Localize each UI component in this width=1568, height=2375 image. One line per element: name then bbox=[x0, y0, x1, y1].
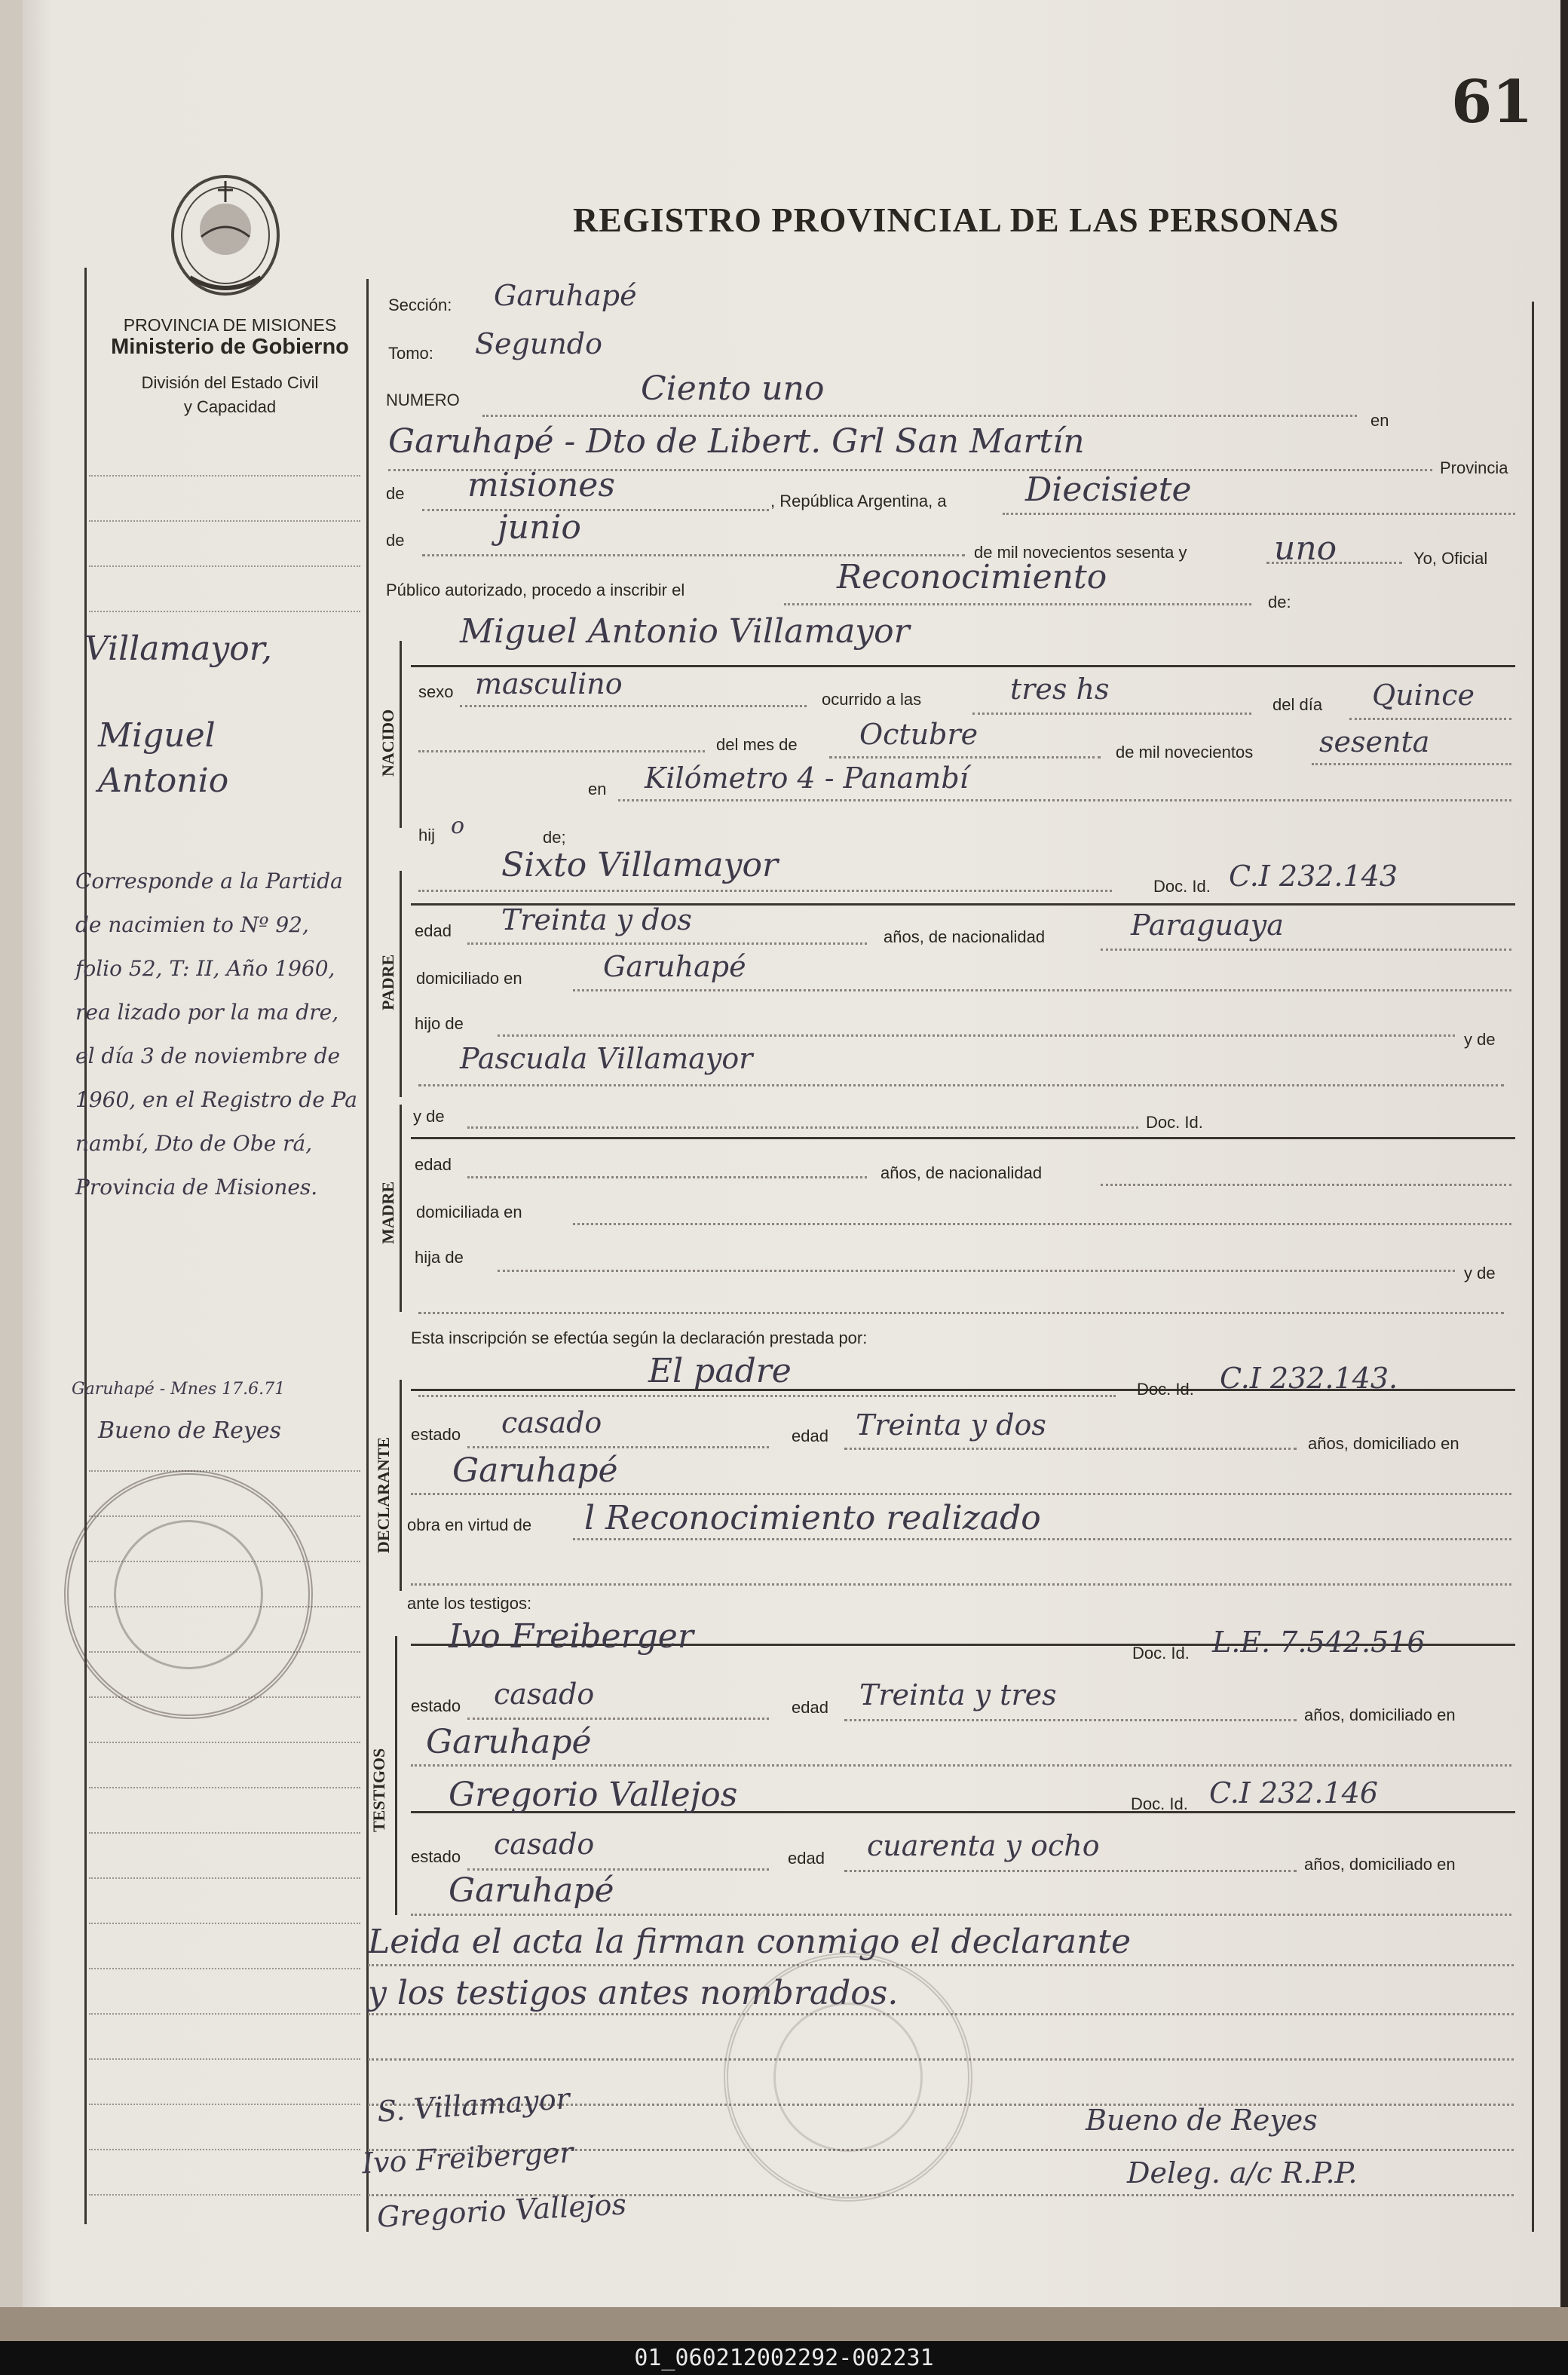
signature-oficial: Bueno de Reyes bbox=[1086, 2104, 1318, 2137]
testigo1-doc-value: L.E. 7.542.516 bbox=[1212, 1626, 1426, 1659]
testigo1-edad-line bbox=[844, 1719, 1297, 1721]
hora-line bbox=[972, 712, 1251, 715]
padre-dom-line bbox=[573, 989, 1511, 991]
de-semicolon-label: de; bbox=[543, 828, 566, 847]
padre-doc-label: Doc. Id. bbox=[1153, 877, 1211, 896]
document-title: REGISTRO PROVINCIAL DE LAS PERSONAS bbox=[573, 201, 1340, 239]
madre-nac-line bbox=[1101, 1184, 1511, 1186]
margin-rule bbox=[89, 1742, 360, 1743]
obra-label: obra en virtud de bbox=[407, 1515, 532, 1534]
testigo1-doc-label: Doc. Id. bbox=[1132, 1644, 1190, 1662]
yo-oficial-label: Yo, Oficial bbox=[1413, 549, 1488, 568]
declarante-value: El padre bbox=[648, 1352, 792, 1390]
dia-line bbox=[1003, 513, 1515, 515]
testigo2-doc-label: Doc. Id. bbox=[1131, 1794, 1188, 1813]
testigo1-estado-line bbox=[467, 1718, 769, 1720]
signature-2: Ivo Freiberger bbox=[361, 2135, 574, 2180]
provincial-crest-icon bbox=[167, 172, 283, 299]
padre-nac-label: años, de nacionalidad bbox=[884, 927, 1046, 946]
org-division bbox=[75, 371, 384, 419]
provincia-value: misiones bbox=[467, 466, 615, 504]
margin-rule bbox=[89, 565, 360, 567]
anio-value: uno bbox=[1274, 529, 1337, 568]
padre-nac-line bbox=[1101, 948, 1511, 951]
nombre-value: Miguel Antonio Villamayor bbox=[460, 612, 910, 651]
margin-nombre-1: Miguel bbox=[98, 716, 216, 755]
margin-nota: Corresponde a la Partida de nacimien to Nº 92, folio 52, T: II, Año 1960, rea lizado por la ma dre, el día 3 de noviembre de 1960, en el Registro de Pa nambí, Dto de Obe rá, Provincia de Misiones. bbox=[75, 869, 357, 1200]
hij-suffix: o bbox=[451, 813, 465, 839]
provincia-line bbox=[422, 509, 769, 511]
org-division-line2: y Capacidad bbox=[183, 397, 277, 416]
margin-rule bbox=[89, 2194, 360, 2196]
tomo-label: Tomo: bbox=[388, 344, 433, 363]
padre-dom-value: Garuhapé bbox=[603, 950, 746, 983]
madre-doc-label: Doc. Id. bbox=[1146, 1113, 1203, 1132]
margin-rule bbox=[89, 1923, 360, 1924]
declarante-dom-value: Garuhapé bbox=[452, 1451, 618, 1490]
testigo2-doc-value: C.I 232.146 bbox=[1209, 1776, 1379, 1810]
hij-label: hij bbox=[418, 826, 436, 844]
madre-dom-label: domiciliada en bbox=[416, 1203, 522, 1221]
declarante-line bbox=[418, 1395, 1116, 1397]
testigo1-edad-value: Treinta y tres bbox=[859, 1678, 1057, 1712]
cierre-linea-2: y los testigos antes nombrados. bbox=[368, 1974, 899, 2012]
section-testigos: TESTIGOS bbox=[369, 1748, 388, 1832]
margin-rule bbox=[89, 1787, 360, 1788]
padre-edad-value: Treinta y dos bbox=[501, 903, 692, 936]
madre-nac-label: años, de nacionalidad bbox=[880, 1163, 1043, 1182]
org-division-line1: División del Estado Civil bbox=[141, 373, 319, 392]
hijo-de-line bbox=[498, 1034, 1455, 1037]
margin-apellido: Villamayor, bbox=[84, 630, 272, 668]
left-margin-rule bbox=[84, 268, 87, 2224]
declarante-estado-value: casado bbox=[501, 1406, 602, 1439]
ocurrido-label: ocurrido a las bbox=[822, 690, 922, 709]
mes-line bbox=[422, 554, 965, 556]
margin-rule bbox=[89, 2104, 360, 2105]
declarante-dom-line bbox=[411, 1493, 1511, 1495]
madre-edad-line bbox=[467, 1176, 867, 1178]
margin-rule bbox=[89, 520, 360, 522]
madre-top-rule bbox=[411, 1137, 1515, 1139]
acto-value: Reconocimiento bbox=[837, 558, 1107, 596]
declarante-edad-value: Treinta y dos bbox=[856, 1408, 1046, 1442]
signature-1: S. Villamayor bbox=[375, 2082, 571, 2128]
declarante-edad-label: edad bbox=[792, 1427, 828, 1445]
numero-value: Ciento uno bbox=[641, 369, 825, 408]
mes-value: junio bbox=[498, 508, 581, 547]
declarante-estado-line bbox=[467, 1446, 769, 1448]
org-province: PROVINCIA DE MISIONES bbox=[123, 315, 337, 335]
testigo2-edad-value: cuarenta y ocho bbox=[867, 1829, 1100, 1862]
acto-line bbox=[784, 603, 1251, 605]
page-number: 61 bbox=[1451, 68, 1533, 136]
lugar-nac-value: Kilómetro 4 - Panambí bbox=[645, 762, 969, 795]
dia-value: Diecisiete bbox=[1025, 470, 1192, 509]
dia-nac-line bbox=[1349, 718, 1511, 720]
margin-rule bbox=[89, 2149, 360, 2150]
anio-nac-line bbox=[1312, 763, 1511, 765]
padre-doc-value: C.I 232.143 bbox=[1229, 860, 1398, 893]
testigo1-edad-label: edad bbox=[792, 1698, 828, 1717]
madre-dom-line bbox=[573, 1223, 1511, 1225]
declarante-estado-label: estado bbox=[411, 1425, 461, 1444]
provincia-label: Provincia bbox=[1440, 458, 1508, 477]
padre-madre-value: Pascuala Villamayor bbox=[460, 1042, 753, 1075]
padre-dom-label: domiciliado en bbox=[416, 969, 522, 988]
de-mil-nov-label: de mil novecientos bbox=[1116, 743, 1254, 762]
margin-rule bbox=[89, 1877, 360, 1879]
madre-nombre-line bbox=[467, 1126, 1138, 1129]
declarante-rule bbox=[400, 1380, 402, 1591]
testigo2-edad-line bbox=[844, 1870, 1297, 1872]
mes-nac-lead-line bbox=[418, 750, 705, 752]
cierre-linea-1: Leida el acta la firman conmigo el declarante bbox=[368, 1923, 1132, 1961]
obra-line bbox=[573, 1538, 1511, 1540]
en-label: en bbox=[1370, 411, 1389, 430]
footer-id: 01_060212002292-002231 bbox=[634, 2345, 934, 2371]
sexo-value: masculino bbox=[475, 667, 623, 700]
madre-edad-label: edad bbox=[415, 1155, 452, 1174]
margin-rule bbox=[89, 1832, 360, 1834]
margin-rule bbox=[89, 2058, 360, 2060]
publico-label: Público autorizado, procedo a inscribir el bbox=[386, 581, 685, 599]
testigo1-estado-label: estado bbox=[411, 1696, 461, 1715]
margin-rule bbox=[89, 611, 360, 612]
testigo2-dom-label: años, domiciliado en bbox=[1304, 1855, 1456, 1874]
scan-bottom-strip bbox=[0, 2307, 1568, 2341]
seccion-label: Sección: bbox=[388, 296, 452, 314]
margin-firma: Bueno de Reyes bbox=[98, 1417, 281, 1444]
seccion-value: Garuhapé bbox=[494, 279, 637, 312]
lugar-value: Garuhapé - Dto de Libert. Grl San Martín bbox=[388, 422, 1085, 461]
de-label-2: de bbox=[386, 531, 405, 550]
testigo2-value: Gregorio Vallejos bbox=[449, 1776, 738, 1814]
nacido-rule bbox=[400, 641, 402, 828]
del-mes-label: del mes de bbox=[716, 735, 798, 754]
org-ministry: Ministerio de Gobierno bbox=[111, 335, 349, 359]
sexo-line bbox=[460, 705, 807, 707]
margin-fecha: Garuhapé - Mnes 17.6.71 bbox=[72, 1380, 286, 1399]
dia-nac-value: Quince bbox=[1372, 679, 1475, 712]
testigo2-estado-value: casado bbox=[494, 1828, 595, 1861]
madre-extra-line bbox=[418, 1312, 1504, 1314]
margin-rule bbox=[89, 475, 360, 477]
declarante-doc-label: Doc. Id. bbox=[1137, 1380, 1194, 1399]
closing-line bbox=[368, 1964, 1514, 1966]
padre-edad-label: edad bbox=[415, 921, 452, 940]
signature-3: Gregorio Vallejos bbox=[376, 2187, 627, 2234]
testigo2-edad-label: edad bbox=[788, 1849, 825, 1868]
declarante-doc-value: C.I 232.143. bbox=[1220, 1362, 1398, 1395]
anio-nac-value: sesenta bbox=[1319, 725, 1430, 758]
anio-line bbox=[1266, 562, 1402, 564]
testigos-label: ante los testigos: bbox=[407, 1594, 532, 1613]
republica-label: , República Argentina, a bbox=[770, 492, 947, 510]
testigo1-estado-value: casado bbox=[494, 1678, 595, 1711]
declarante-dom-label: años, domiciliado en bbox=[1308, 1434, 1459, 1453]
inscripcion-label: Esta inscripción se efectúa según la declaración prestada por: bbox=[411, 1328, 868, 1347]
sexo-label: sexo bbox=[418, 682, 454, 701]
testigo2-dom-value: Garuhapé bbox=[449, 1871, 614, 1910]
madre-rule bbox=[400, 1105, 402, 1312]
madre-y-de-label-2: y de bbox=[1464, 1264, 1496, 1282]
testigo2-estado-label: estado bbox=[411, 1847, 461, 1866]
margin-nombre-2: Antonio bbox=[98, 762, 229, 800]
signature-oficial-cargo: Deleg. a/c R.P.P. bbox=[1127, 2156, 1358, 2190]
testigo1-dom-label: años, domiciliado en bbox=[1304, 1705, 1456, 1724]
padre-rule bbox=[400, 871, 402, 1097]
de-label: de bbox=[386, 484, 405, 503]
padre-edad-line bbox=[467, 942, 867, 945]
del-dia-label: del día bbox=[1272, 695, 1323, 714]
right-rule bbox=[1532, 302, 1534, 2232]
numero-label: NUMERO bbox=[386, 391, 460, 409]
declarante-edad-line bbox=[844, 1448, 1297, 1450]
padre-nac-value: Paraguaya bbox=[1131, 909, 1284, 942]
anio-label: de mil novecientos sesenta y bbox=[974, 543, 1187, 562]
hija-de-label: hija de bbox=[415, 1248, 464, 1267]
hijo-de-label: hijo de bbox=[415, 1014, 464, 1033]
section-nacido: NACIDO bbox=[378, 709, 397, 777]
tomo-value: Segundo bbox=[475, 327, 602, 360]
section-declarante: DECLARANTE bbox=[374, 1436, 393, 1553]
mes-nac-line bbox=[829, 756, 1101, 758]
testigo2-dom-line bbox=[411, 1914, 1511, 1916]
testigo1-value: Ivo Freiberger bbox=[449, 1617, 694, 1656]
hija-de-line bbox=[498, 1270, 1455, 1272]
madre-y-de-label: y de bbox=[413, 1107, 445, 1126]
de-colon-label: de: bbox=[1268, 593, 1291, 611]
padre-nombre-value: Sixto Villamayor bbox=[501, 846, 778, 884]
official-stamp-faded-icon bbox=[724, 1953, 972, 2202]
testigos-rule bbox=[395, 1636, 397, 1915]
numero-line bbox=[482, 415, 1357, 417]
obra-value: l Reconocimiento realizado bbox=[584, 1499, 1041, 1537]
hora-value: tres hs bbox=[1010, 673, 1110, 706]
y-de-label: y de bbox=[1464, 1030, 1496, 1049]
testigo1-dom-value: Garuhapé bbox=[426, 1723, 592, 1761]
padre-nombre-line bbox=[418, 890, 1112, 892]
margin-rule bbox=[89, 2013, 360, 2015]
testigo2-estado-line bbox=[467, 1868, 769, 1871]
section-padre: PADRE bbox=[378, 954, 397, 1010]
en-nac-label: en bbox=[588, 780, 607, 798]
section-madre: MADRE bbox=[378, 1181, 397, 1244]
obra-line-2 bbox=[411, 1583, 1511, 1586]
margin-rule bbox=[89, 1470, 360, 1472]
page-binding-edge bbox=[0, 0, 23, 2307]
mes-nac-value: Octubre bbox=[859, 718, 978, 751]
testigo1-dom-line bbox=[411, 1764, 1511, 1767]
margin-rule bbox=[89, 1968, 360, 1969]
lugar-nac-line bbox=[618, 799, 1511, 801]
padre-madre-line bbox=[418, 1084, 1504, 1086]
official-stamp-icon bbox=[64, 1470, 313, 1719]
